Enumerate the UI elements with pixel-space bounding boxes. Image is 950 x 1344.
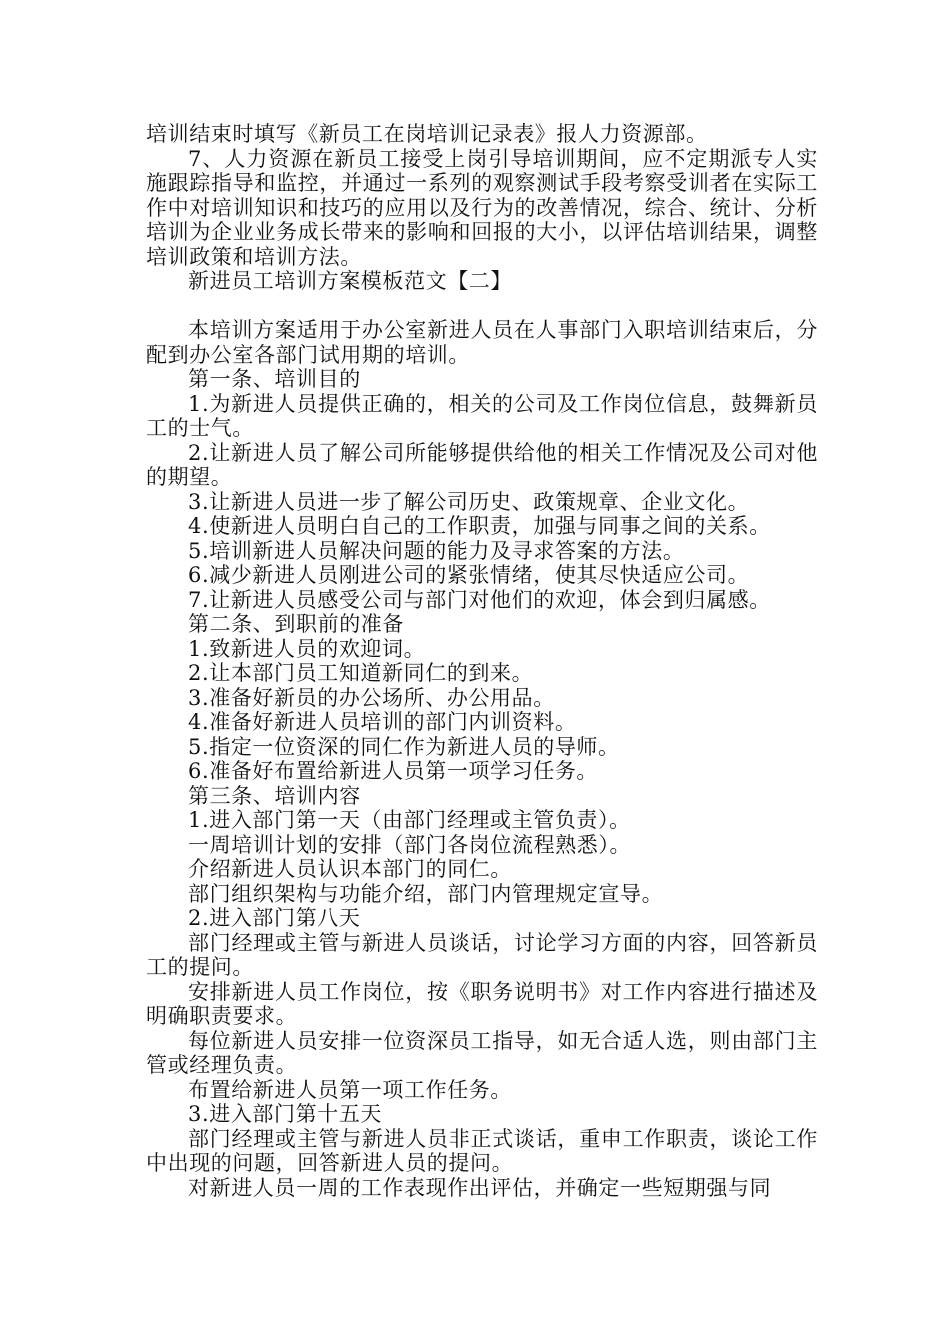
section-heading: 新进员工培训方案模板范文【二】 (188, 269, 512, 293)
article-heading-2: 第二条、到职前的准备 (188, 612, 404, 636)
list-item: 6.准备好布置给新进人员第一项学习任务。 (188, 759, 599, 783)
list-item: 4.使新进人员明白自己的工作职责，加强与同事之间的关系。 (188, 514, 771, 538)
list-item: 3.让新进人员进一步了解公司历史、政策规章、企业文化。 (188, 489, 750, 514)
list-item: 1.为新进人员提供正确的，相关的公司及工作岗位信息，鼓舞新员工的士气。 (146, 391, 818, 440)
list-item: 介绍新进人员认识本部门的同仁。 (188, 857, 512, 881)
list-item: 部门组织架构与功能介绍，部门内管理规定宣导。 (188, 881, 664, 906)
list-item: 2.让新进人员了解公司所能够提供给他的相关工作情况及公司对他的期望。 (146, 440, 818, 489)
list-item: 1.进入部门第一天（由部门经理或主管负责）。 (188, 808, 631, 832)
list-item: 3.准备好新员的办公场所、办公用品。 (188, 685, 555, 710)
list-item: 部门经理或主管与新进人员谈话，讨论学习方面的内容，回答新员工的提问。 (146, 930, 818, 979)
list-item: 安排新进人员工作岗位，按《职务说明书》对工作内容进行描述及明确职责要求。 (146, 979, 818, 1028)
article-heading-1: 第一条、培训目的 (188, 367, 361, 391)
list-item: 2.进入部门第八天 (188, 906, 361, 930)
list-item: 5.培训新进人员解决问题的能力及寻求答案的方法。 (188, 538, 685, 563)
article-heading-3: 第三条、培训内容 (188, 783, 361, 808)
list-item: 6.减少新进人员刚进公司的紧张情绪，使其尽快适应公司。 (188, 563, 750, 587)
list-item: 每位新进人员安排一位资深员工指导，如无合适人选，则由部门主管或经理负责。 (146, 1028, 818, 1077)
list-item: 7.让新进人员感受公司与部门对他们的欢迎，体会到归属感。 (188, 587, 771, 612)
blank-line (146, 294, 818, 319)
list-item: 部门经理或主管与新进人员非正式谈话，重申工作职责，谈论工作中出现的问题，回答新进人员的提问。 (146, 1126, 818, 1175)
document-body (146, 122, 818, 1200)
list-item: 3.进入部门第十五天 (188, 1102, 383, 1126)
list-item: 对新进人员一周的工作表现作出评估，并确定一些短期强与同 (188, 1175, 772, 1200)
paragraph-intro: 本培训方案适用于办公室新进人员在人事部门入职培训结束后，分配到办公室各部门试用期的培训。 (146, 318, 818, 367)
paragraph-item-7: 7、人力资源在新员工接受上岗引导培训期间，应不定期派专人实施跟踪指导和监控，并通过一系列的观察测试手段考察受训者在实际工作中对培训知识和技巧的应用以及行为的改善情况，综合、统计、分析培训为企业业务成长带来的影响和回报的大小，以评估培训结果，调整培训政策和培训方法。 (146, 146, 818, 269)
list-item: 1.致新进人员的欢迎词。 (188, 636, 426, 661)
list-item: 一周培训计划的安排（部门各岗位流程熟悉）。 (188, 832, 632, 857)
list-item: 5.指定一位资深的同仁作为新进人员的导师。 (188, 734, 620, 759)
list-item: 布置给新进人员第一项工作任务。 (188, 1077, 512, 1102)
list-item: 2.让本部门员工知道新同仁的到来。 (188, 661, 534, 685)
paragraph-continuation: 培训结束时填写《新员工在岗培训记录表》报人力资源部。 (146, 122, 708, 146)
list-item: 4.准备好新进人员培训的部门内训资料。 (188, 710, 577, 734)
